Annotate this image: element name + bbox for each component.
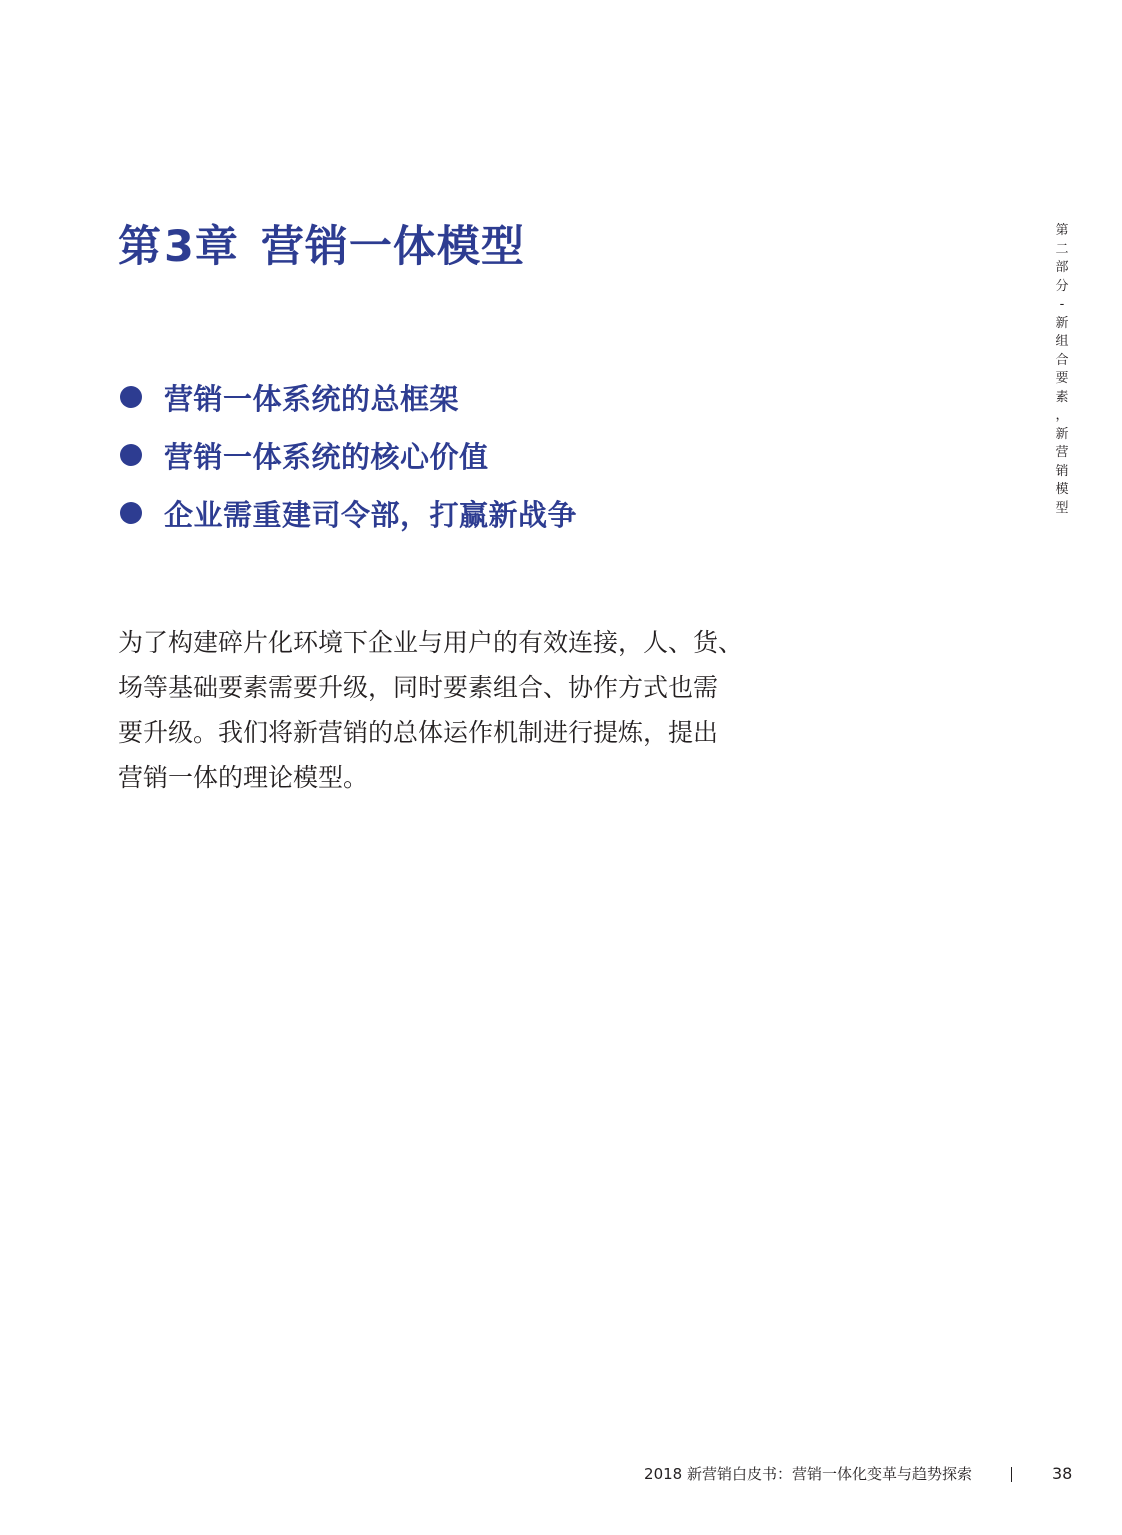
topic-item xyxy=(120,484,577,542)
side-label-char: 素 xyxy=(1055,389,1069,405)
side-label-char: 分 xyxy=(1055,278,1069,294)
topic-label: 企业需重建司令部，打赢新战争 xyxy=(164,497,578,532)
intro-line: 为了构建碎片化环境下企业与用户的有效连接，人、货、 xyxy=(118,628,744,657)
side-label-char: 合 xyxy=(1055,352,1069,368)
side-label-char: 组 xyxy=(1055,334,1069,349)
bullet-icon xyxy=(120,386,142,408)
side-label-char: 型 xyxy=(1055,500,1069,516)
chapter-title xyxy=(118,222,525,272)
chapter-topic-list xyxy=(120,368,577,542)
side-label-char: 二 xyxy=(1055,241,1069,257)
side-label-char: 营 xyxy=(1055,445,1069,460)
side-label-char: 部 xyxy=(1055,260,1069,275)
side-label-char: 模 xyxy=(1055,482,1069,497)
topic-item xyxy=(120,368,577,426)
intro-line: 要升级。我们将新营销的总体运作机制进行提炼，提出 xyxy=(118,718,719,747)
chapter-prefix: 第 xyxy=(118,222,162,272)
bullet-icon xyxy=(120,444,142,466)
bullet-icon xyxy=(120,502,142,524)
chapter-suffix: 章 xyxy=(194,222,239,272)
chapter-name: 营销一体模型 xyxy=(260,222,525,272)
side-label-char: 新 xyxy=(1055,426,1069,442)
chapter-number: 3 xyxy=(164,222,195,272)
page-footer xyxy=(0,1462,1122,1486)
side-label-char: ， xyxy=(1055,408,1069,423)
page-number: 38 xyxy=(1052,1464,1073,1483)
footer-publication-title: 2018 新营销白皮书：营销一体化变革与趋势探索 xyxy=(644,1465,972,1483)
footer-divider xyxy=(1011,1467,1012,1482)
side-label-char: - xyxy=(1059,297,1065,312)
side-label-char: 销 xyxy=(1055,463,1069,479)
topic-item xyxy=(120,426,577,484)
intro-line: 场等基础要素需要升级，同时要素组合、协作方式也需 xyxy=(118,673,719,702)
topic-label: 营销一体系统的总框架 xyxy=(164,381,460,416)
side-label-char: 要 xyxy=(1055,371,1069,386)
intro-line: 营销一体的理论模型。 xyxy=(118,763,369,792)
side-label-char: 第 xyxy=(1055,223,1069,238)
side-label-char: 新 xyxy=(1055,315,1069,331)
topic-label: 营销一体系统的核心价值 xyxy=(164,439,489,474)
section-side-label xyxy=(1049,222,1075,518)
intro-paragraph xyxy=(118,620,743,800)
